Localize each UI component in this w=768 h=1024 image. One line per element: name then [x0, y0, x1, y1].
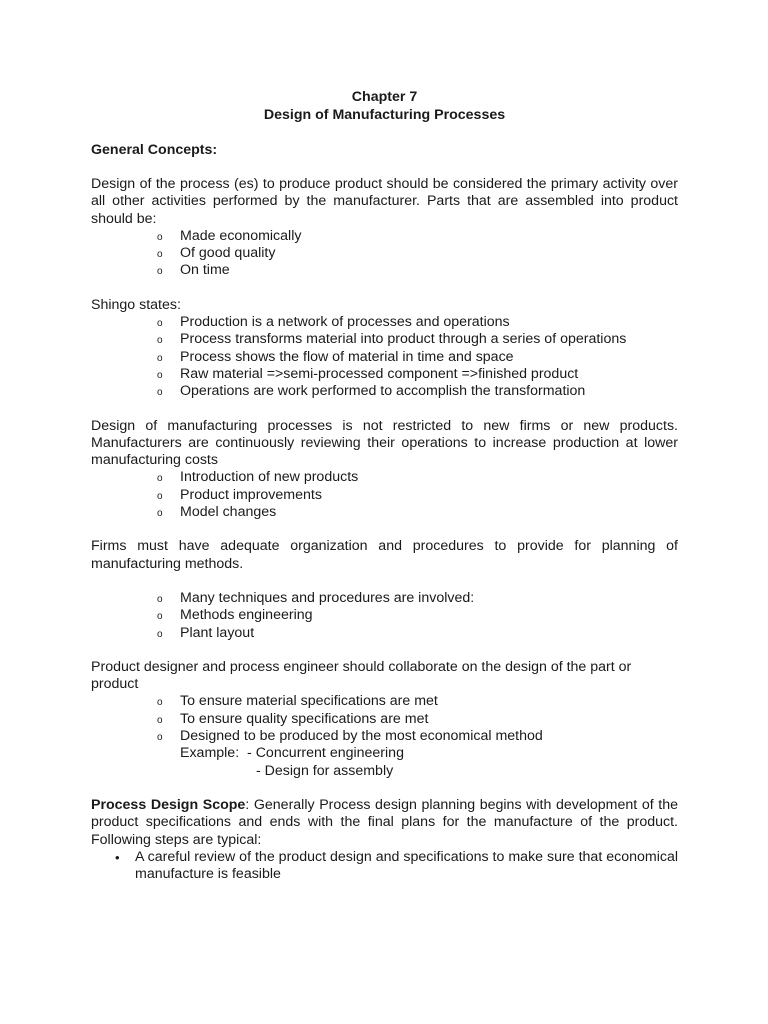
list-item: o Made economically — [91, 228, 678, 245]
list-item: o Raw material =>semi-processed component =>finished product — [91, 366, 678, 383]
paragraph-general-intro: Design of the process (es) to produce product should be considered the primary activity over all other activities performed by the manufacturer. Parts that are assembled into product should be: — [91, 176, 678, 227]
list-item: o On time — [91, 262, 678, 279]
section-heading-general-concepts: General Concepts: — [91, 142, 218, 158]
example-line-2: - Design for assembly — [256, 762, 394, 779]
bullet-icon: o — [157, 249, 163, 261]
bullet-icon: o — [157, 352, 163, 364]
list-item: o Methods engineering — [91, 607, 678, 624]
bullet-icon: o — [157, 714, 163, 726]
bullet-icon: o — [157, 318, 163, 330]
list-item: o Product improvements — [91, 487, 678, 504]
list-item: • A careful review of the product design and specifications to make sure that economical manufacture is feasible — [115, 848, 678, 883]
scope-label: Process Design Scope — [91, 796, 246, 813]
bullet-icon: o — [157, 369, 163, 381]
bullet-icon: o — [157, 387, 163, 399]
bullet-icon: o — [157, 473, 163, 485]
list-item: o Introduction of new products — [91, 469, 678, 486]
chapter-number: Chapter 7 — [351, 89, 418, 105]
paragraph-design-mfg: Design of manufacturing processes is not restricted to new firms or new products. Manufacturers are continuously reviewing their operations to increase production at lower manufacturing costs — [91, 417, 678, 469]
list-item: o Production is a network of processes and operations — [91, 314, 678, 331]
example-line-1: Example: - Concurrent engineering — [180, 745, 404, 762]
bullet-icon: o — [157, 231, 163, 243]
bullet-icon: o — [157, 266, 163, 278]
list-item: o Model changes — [91, 504, 678, 521]
chapter-title: Design of Manufacturing Processes — [263, 107, 506, 123]
list-item: o Process shows the flow of material in time and space — [91, 349, 678, 366]
scope-text: : Generally Process design planning begins with development of the product specifications and ends with the final plans for the manufacture of the product. Following steps are typical: — [91, 796, 678, 848]
bullet-icon: o — [157, 490, 163, 502]
bullet-icon: o — [157, 732, 163, 744]
list-item: o Process transforms material into product through a series of operations — [91, 331, 678, 348]
bullet-icon: o — [157, 611, 163, 623]
list-item: o To ensure material specifications are met — [91, 693, 678, 710]
list-general — [91, 228, 678, 280]
bullet-icon: o — [157, 335, 163, 347]
list-item: o Many techniques and procedures are involved: — [91, 590, 678, 607]
bullet-icon: o — [157, 508, 163, 520]
document-page — [91, 88, 678, 883]
paragraph-firms: Firms must have adequate organization and procedures to provide for planning of manufacturing methods. — [91, 538, 678, 572]
bullet-icon: o — [157, 628, 163, 640]
list-firms — [91, 590, 678, 642]
list-item: o Of good quality — [91, 245, 678, 262]
list-collab — [91, 693, 678, 745]
bullet-icon: • — [115, 849, 120, 865]
paragraph-collab: Product designer and process engineer should collaborate on the design of the part or product — [91, 658, 632, 693]
bullet-icon: o — [157, 593, 163, 605]
paragraph-process-design-scope — [91, 797, 678, 849]
list-item: o To ensure quality specifications are met — [91, 711, 678, 728]
paragraph-shingo-intro: Shingo states: — [91, 296, 181, 313]
list-item: o Operations are work performed to accomplish the transformation — [91, 383, 678, 400]
list-scope — [91, 849, 678, 884]
list-item: o Designed to be produced by the most economical method — [91, 728, 678, 745]
list-design-mfg — [91, 469, 678, 521]
list-item: o Plant layout — [91, 625, 678, 642]
list-shingo — [91, 314, 678, 400]
bullet-icon: o — [157, 697, 163, 709]
